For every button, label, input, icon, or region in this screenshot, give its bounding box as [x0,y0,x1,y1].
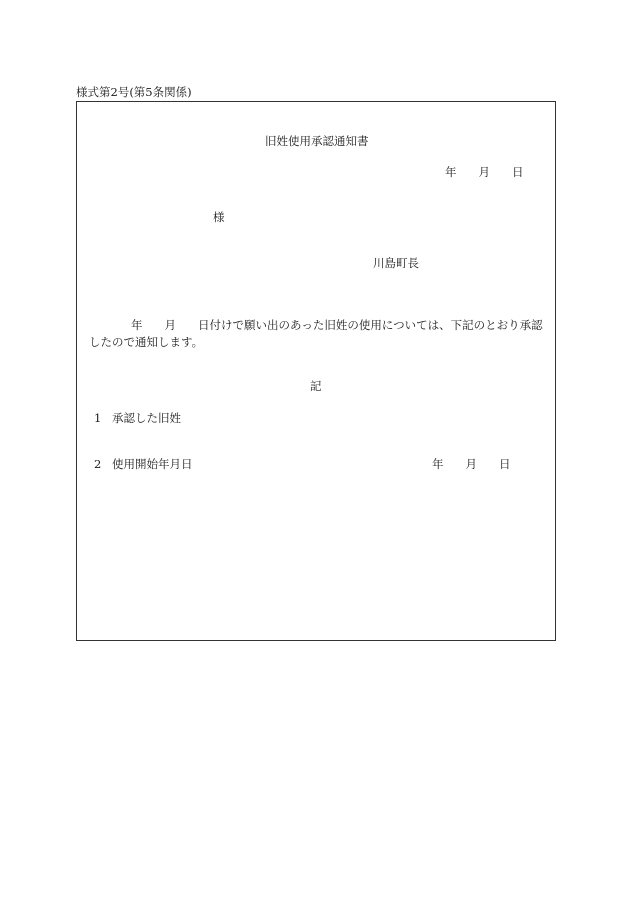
body-line-1-rest: 日付けで願い出のあった旧姓の使用については、下記のとおり承認 [198,318,543,332]
start-date-day: 日 [499,457,511,471]
item-label: 使用開始年月日 [112,457,193,471]
notice-frame [76,101,556,641]
start-date-year: 年 [432,457,444,471]
body-line-2: したので通知します。 [89,335,204,349]
item-number: 2 [94,457,102,471]
issue-date-day: 日 [512,165,524,179]
body-year: 年 [131,318,143,332]
item-start-date [94,456,193,472]
start-date-month: 月 [465,457,477,471]
issue-date-month: 月 [478,165,490,179]
body-month: 月 [164,318,176,332]
item-label: 承認した旧姓 [112,411,181,425]
notice-body [89,317,551,351]
form-number: 様式第2号(第5条関係) [76,85,192,99]
recipient-suffix: 様 [213,210,225,224]
issue-date [445,164,524,180]
start-date-value [432,456,511,472]
item-number: 1 [94,411,102,425]
sender-name: 川島町長 [373,256,419,270]
body-line-1 [89,317,551,334]
item-approved-surname [94,410,181,426]
document-title: 旧姓使用承認通知書 [265,134,369,148]
issue-date-year: 年 [445,165,457,179]
ki-heading: 記 [310,379,322,393]
